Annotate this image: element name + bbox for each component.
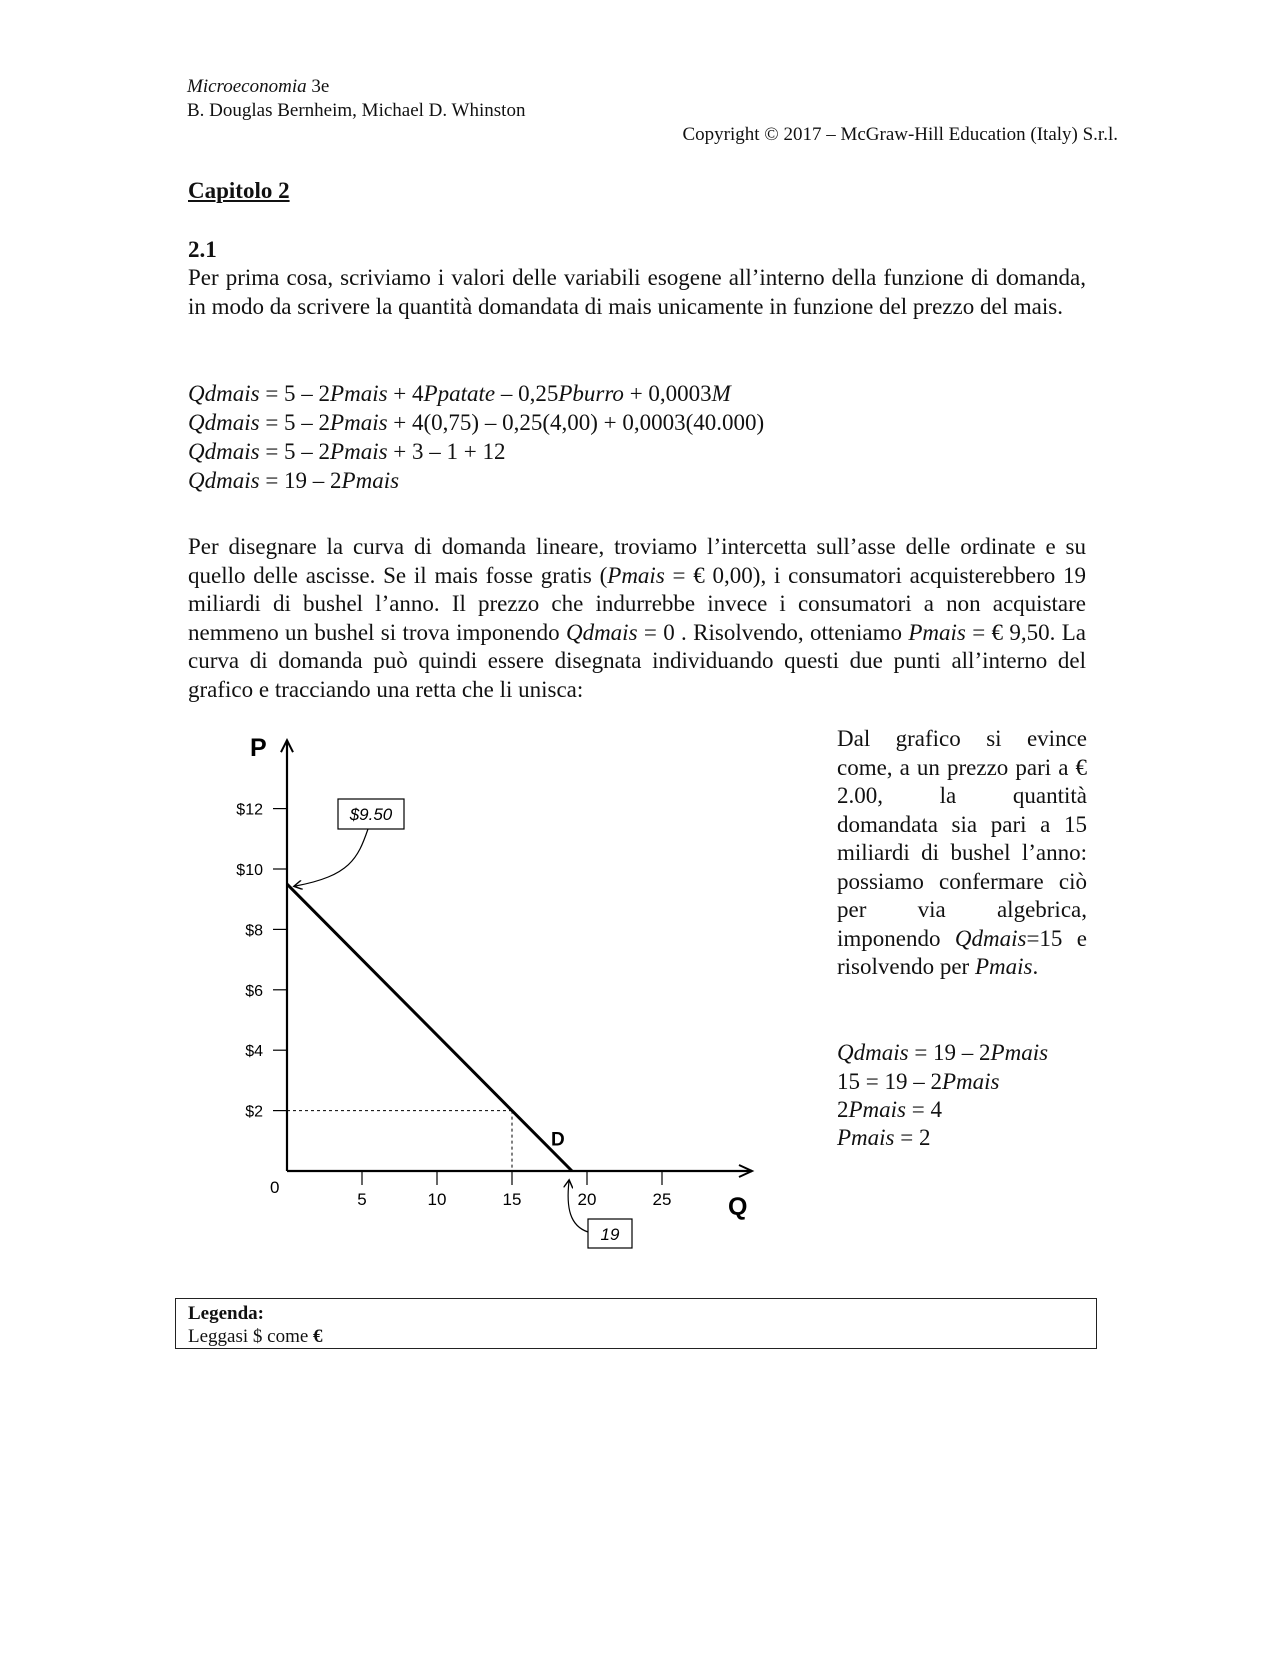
equation-line: Qdmais = 19 – 2Pmais [188,468,400,493]
x-tick-label: 10 [427,1190,447,1209]
demand-curve-paragraph: Per disegnare la curva di domanda lineare, troviamo l’intercetta sull’asse delle ordinate e su quello delle ascisse. Se il mais fosse gratis (Pmais = € 0,00), i consumatori acquisterebbero 19 miliardi di bushel l’anno. Il prezzo che indurrebbe invece i consumatori a non acquistare nemmeno un bushel si trova imponendo Qdmais = 0 . Risolvendo, otteniamo Pmais = € 9,50. La curva di domanda può quindi essere disegnata individuando questi due punti all’interno del grafico e tracciando una retta che li unisca: [188,534,1087,702]
x-intercept-callout-label: 19 [600,1225,620,1244]
equation-line: Qdmais = 5 – 2Pmais + 3 – 1 + 12 [188,439,506,464]
y-tick-label: $2 [245,1103,263,1121]
y-intercept-callout-arrow [295,829,368,886]
algebra-line: 2Pmais = 4 [837,1097,942,1122]
y-intercept-callout-label: $9.50 [349,805,393,824]
y-tick-label: $10 [236,862,263,879]
y-tick-label: $8 [245,922,263,940]
y-tick-label: $12 [236,801,263,819]
chart-commentary: Dal grafico si evince come, a un prezzo pari a € 2.00, la quantità domandata sia pari a 15 miliardi di bushel l’anno: possiamo confermare ciò per via algebrica, imponendo Qdmais=15 e risolvendo per Pmais. [837,726,1087,979]
y-axis-label: P [250,734,267,763]
x-axis-label: Q [728,1193,748,1221]
y-tick-label: $6 [245,982,263,1000]
algebra-line: Pmais = 2 [837,1125,931,1150]
legend-text: Leggasi $ come € [188,1326,323,1347]
x-tick-label: 5 [357,1190,367,1209]
header-authors: B. Douglas Bernheim, Michael D. Whinston [187,100,526,121]
legend-box [175,1298,1097,1349]
y-tick-label: $4 [245,1043,263,1061]
header-copyright: Copyright © 2017 – McGraw-Hill Education (Italy) S.r.l. [682,124,1118,145]
equation-line: Qdmais = 5 – 2Pmais + 4Ppatate – 0,25Pburro + 0,0003M [188,381,731,406]
algebra-line: Qdmais = 19 – 2Pmais [837,1040,1049,1065]
demand-curve-label: D [551,1129,565,1151]
chapter-title: Capitolo 2 [188,178,290,203]
origin-label: 0 [270,1178,280,1197]
header-book-title: Microeconomia 3e [187,76,330,97]
intro-paragraph: Per prima cosa, scriviamo i valori delle variabili esogene all’interno della funzione di domanda, in modo da scrivere la quantità domandata di mais unicamente in funzione del prezzo del mais. [188,265,1086,319]
algebra-line: 15 = 19 – 2Pmais [837,1069,1000,1094]
section-number: 2.1 [188,237,217,262]
equation-line: Qdmais = 5 – 2Pmais + 4(0,75) – 0,25(4,00) + 0,0003(40.000) [188,410,765,435]
x-tick-label: 20 [577,1190,597,1209]
legend-title: Legenda: [188,1303,264,1324]
x-tick-label: 15 [502,1190,522,1209]
demand-curve [287,884,572,1171]
x-tick-label: 25 [652,1190,672,1209]
